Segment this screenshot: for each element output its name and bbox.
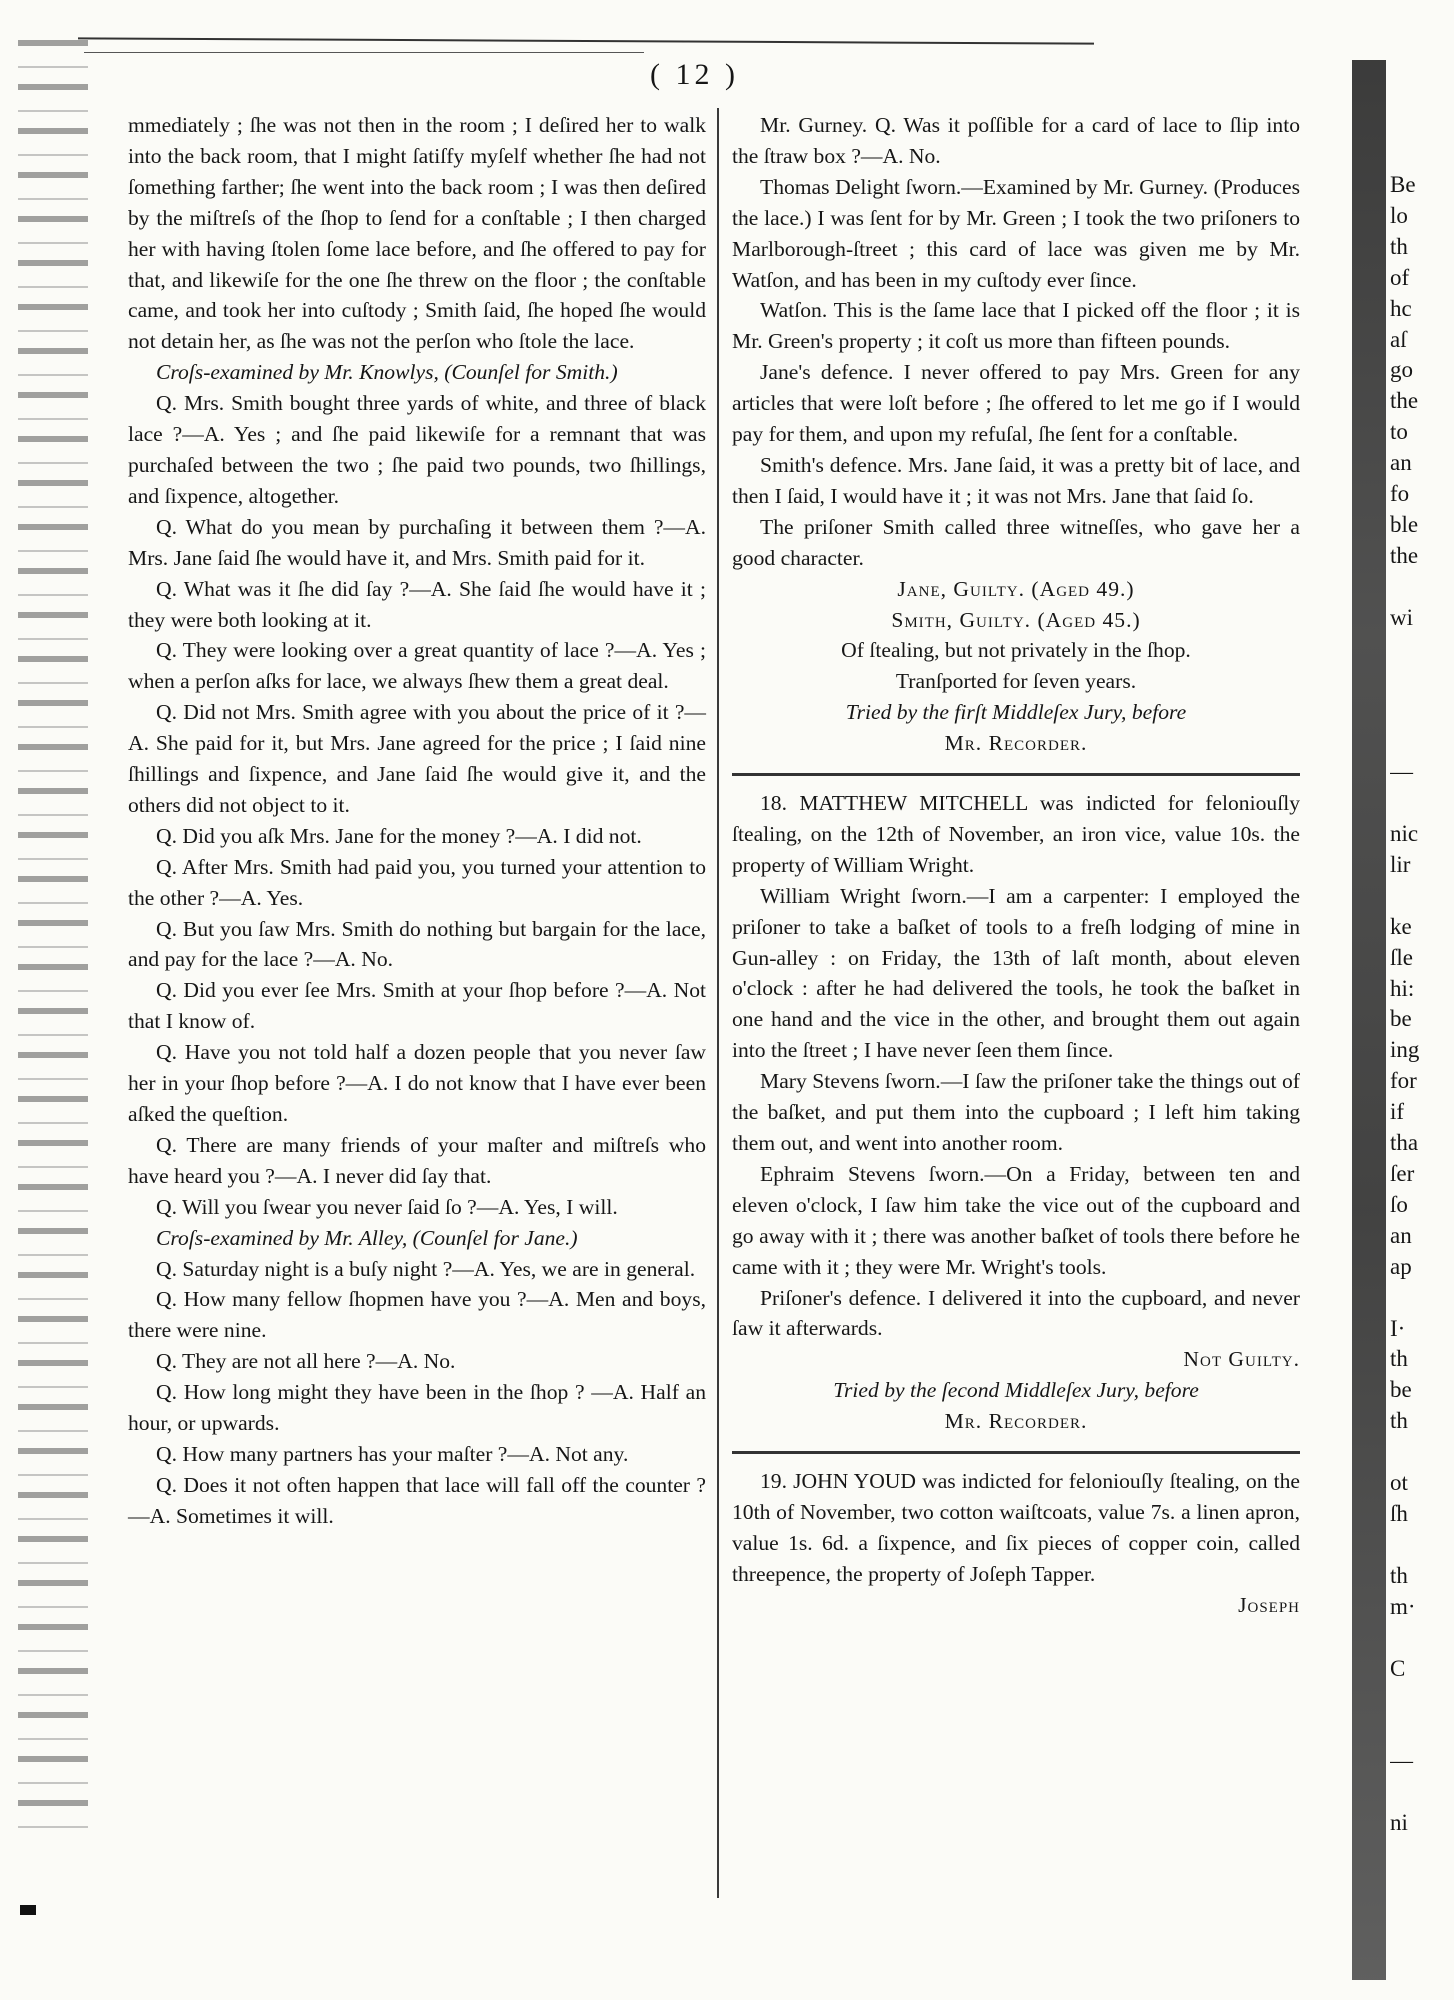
adjacent-text-fragment — [1390, 1437, 1454, 1468]
adjacent-text-fragment — [1390, 1283, 1454, 1314]
adjacent-text-fragment — [1390, 881, 1454, 912]
adjacent-text-fragment: ſh — [1390, 1500, 1408, 1526]
adjacent-text-fragment: lir — [1390, 851, 1411, 877]
adjacent-text-fragment: fo — [1390, 481, 1410, 507]
judge-line: Mr. Recorder. — [944, 731, 1088, 756]
adjacent-text-fragment: for — [1390, 1068, 1417, 1094]
paragraph: Mr. Gurney. Q. Was it poſſible for a card of lace to ſlip into the ſtraw box ?—A. No. — [732, 113, 1300, 168]
column-divider — [717, 108, 719, 1898]
header-rule — [78, 37, 1094, 44]
adjacent-text-fragment: ſo — [1390, 1191, 1408, 1217]
adjacent-text-fragment: — — [1390, 1748, 1413, 1774]
adjacent-text-fragment: tha — [1390, 1130, 1419, 1156]
paragraph: Q. How many fellow ſhopmen have you ?—A. Men and boys, there were nine. — [128, 1287, 706, 1343]
adjacent-text-fragment: m· — [1390, 1593, 1416, 1619]
verdict-line: Jane, Guilty. (Aged 49.) — [897, 576, 1135, 601]
header-rule-secondary — [84, 52, 644, 53]
adjacent-text-fragment: I· — [1390, 1315, 1406, 1341]
adjacent-text-fragment: be — [1390, 1377, 1412, 1403]
adjacent-text-fragment: Be — [1390, 172, 1416, 197]
adjacent-text-fragment: ble — [1390, 511, 1419, 537]
paragraph: Q. Did you ever ſee Mrs. Smith at your ſhop before ?—A. Not that I know of. — [128, 978, 706, 1034]
paragraph: Q. Will you ſwear you never ſaid ſo ?—A. Yes, I will. — [156, 1194, 618, 1219]
page-number: ( 12 ) — [650, 58, 739, 91]
paragraph: mmediately ; ſhe was not then in the room ; I deſired her to walk into the back room, that I might ſatiſfy myſelf whether ſhe had not ſomething farther; ſhe went into the back room ; I was then deſired by the miſtreſs of the ſhop to ſend for a conſtable ; I then charged her with having ſtolen ſome lace before, and ſhe offered to pay for that, and likewiſe for the one ſhe threw on the floor ; the conſtable came, and took her into cuſtody ; Smith ſaid, ſhe hoped ſhe would not detain her, as ſhe was not the perſon who ſtole the lace. — [128, 113, 706, 354]
adjacent-text-fragment — [1390, 1684, 1454, 1715]
paragraph: Q. How many partners has your maſter ?—A. Not any. — [156, 1441, 629, 1466]
paragraph: Q. Mrs. Smith bought three yards of white, and three of black lace ?—A. Yes ; and ſhe paid likewiſe for a remnant that was purchaſed between the two ; ſhe paid two pounds, two ſhillings, and ſixpence, altogether. — [128, 391, 706, 508]
adjacent-text-fragment: lo — [1390, 202, 1408, 228]
paragraph: Q. They are not all here ?—A. No. — [156, 1349, 456, 1374]
catchword: Joseph — [1238, 1592, 1300, 1617]
adjacent-text-fragment — [1390, 634, 1454, 665]
paragraph: Jane's defence. I never offered to pay Mrs. Green for any articles that were loſt before ; ſhe offered to let me go if I would pay for them, and upon my refuſal, ſhe ſent for a conſtable. — [732, 360, 1300, 447]
paragraph: Thomas Delight ſworn.—Examined by Mr. Gurney. (Produces the lace.) I was ſent for by Mr. Green ; I took the two priſoners to Marlborough-ſtreet ; this card of lace was given me by Mr. Watſon, and has been in my cuſtody ever ſince. — [732, 174, 1300, 292]
jury-line: Tried by the ſecond Middleſex Jury, before — [833, 1378, 1199, 1403]
adjacent-text-fragment: hi: — [1390, 975, 1415, 1001]
verdict-line: Smith, Guilty. (Aged 45.) — [891, 607, 1141, 632]
ink-mark — [20, 1905, 36, 1915]
paragraph: Q. They were looking over a great quantity of lace ?—A. Yes ; when a perſon aſks for lace, we always ſhew them a great deal. — [128, 638, 706, 694]
adjacent-text-fragment — [1390, 1623, 1454, 1654]
jury-line: Tried by the firſt Middleſex Jury, before — [845, 700, 1187, 725]
paragraph: Q. How long might they have been in the ſhop ? —A. Half an hour, or upwards. — [128, 1380, 706, 1436]
paragraph: Q. But you ſaw Mrs. Smith do nothing but bargain for the lace, and pay for the lace ?—A. No. — [128, 916, 706, 972]
paragraph: Ephraim Stevens ſworn.—On a Friday, between ten and eleven o'clock, I ſaw him take the vice out of the cupboard and go away with it ; there was another baſket of tools there before he came with it ; they were Mr. Wright's tools. — [732, 1161, 1300, 1279]
adjacent-text-fragment: the — [1390, 388, 1419, 414]
judge-line: Mr. Recorder. — [944, 1409, 1088, 1434]
adjacent-text-fragment: th — [1390, 233, 1408, 259]
paragraph: William Wright ſworn.—I am a carpenter: I employed the priſoner to take a baſket of tools to a freſh lodging of mine in Gun-alley : on Friday, the 13th of laſt month, about eleven o'clock : after he had delivered the tools, he took the baſket in one hand and the vice in the other, and brought them out again into the ſtreet ; I have never ſeen them ſince. — [732, 883, 1300, 1063]
subheading: Croſs-examined by Mr. Knowlys, (Counſel for Smith.) — [156, 360, 618, 385]
case-heading: 18. MATTHEW MITCHELL was indicted for feloniouſly ſtealing, on the 12th of November, an iron vice, value 10s. the property of William Wright. — [732, 791, 1300, 877]
paragraph: Q. What do you mean by purchaſing it between them ?—A. Mrs. Jane ſaid ſhe would have it, and Mrs. Smith paid for it. — [128, 514, 706, 570]
binding-edge-right — [1352, 60, 1386, 1980]
paragraph: Priſoner's defence. I delivered it into the cupboard, and never ſaw it afterwards. — [732, 1285, 1300, 1341]
adjacent-text-fragment: to — [1390, 419, 1408, 445]
paragraph: Q. Saturday night is a buſy night ?—A. Yes, we are in general. — [156, 1256, 696, 1281]
right-column — [732, 110, 1300, 1621]
adjacent-text-fragment — [1390, 1715, 1454, 1746]
paragraph: Q. Did not Mrs. Smith agree with you about the price of it ?—A. She paid for it, but Mrs. Jane agreed for the price ; I ſaid nine ſhillings and ſixpence, and Jane ſaid ſhe would give it, and the others did not object to it. — [128, 700, 706, 817]
adjacent-text-fragment — [1390, 695, 1454, 726]
adjacent-text-fragment: the — [1390, 542, 1419, 568]
paragraph: Q. Did you aſk Mrs. Jane for the money ?—A. I did not. — [156, 823, 642, 848]
adjacent-text-fragment: an — [1390, 450, 1412, 476]
adjacent-text-fragment: ing — [1390, 1037, 1420, 1063]
paragraph: The priſoner Smith called three witneſſes, who gave her a good character. — [732, 514, 1300, 570]
adjacent-text-fragment: ap — [1390, 1253, 1412, 1279]
adjacent-text-fragment: hc — [1390, 295, 1412, 321]
adjacent-text-fragment — [1390, 726, 1454, 757]
adjacent-text-fragment — [1390, 1530, 1454, 1561]
adjacent-page-fragment — [1390, 170, 1454, 1839]
adjacent-text-fragment: ſle — [1390, 944, 1413, 970]
adjacent-text-fragment: an — [1390, 1222, 1412, 1248]
paragraph: Smith's defence. Mrs. Jane ſaid, it was a pretty bit of lace, and then I ſaid, I would have it ; it was not Mrs. Jane that ſaid ſo. — [732, 452, 1300, 508]
subheading: Croſs-examined by Mr. Alley, (Counſel for Jane.) — [156, 1225, 578, 1250]
adjacent-text-fragment: th — [1390, 1562, 1408, 1588]
adjacent-text-fragment: ke — [1390, 913, 1412, 939]
adjacent-text-fragment — [1390, 788, 1454, 819]
adjacent-text-fragment: C — [1390, 1655, 1406, 1681]
left-column — [128, 110, 706, 1532]
adjacent-text-fragment — [1390, 1777, 1454, 1808]
adjacent-text-fragment: nic — [1390, 821, 1419, 847]
adjacent-text-fragment: — — [1390, 759, 1413, 785]
adjacent-text-fragment: aſ — [1390, 326, 1407, 352]
adjacent-text-fragment: ni — [1390, 1810, 1408, 1836]
paragraph: Watſon. This is the ſame lace that I picked off the floor ; it is Mr. Green's property ; it coſt us more than fifteen pounds. — [732, 298, 1300, 354]
adjacent-text-fragment — [1390, 572, 1454, 603]
paragraph: Q. There are many friends of your maſter and miſtreſs who have heard you ?—A. I never did ſay that. — [128, 1132, 706, 1188]
sentence-line: Of ſtealing, but not privately in the ſhop. — [841, 638, 1191, 663]
case-separator — [732, 1451, 1300, 1454]
paragraph: Q. After Mrs. Smith had paid you, you turned your attention to the other ?—A. Yes. — [128, 854, 706, 910]
case-separator — [732, 773, 1300, 776]
verdict-line: Not Guilty. — [1183, 1347, 1300, 1372]
adjacent-text-fragment: th — [1390, 1346, 1408, 1372]
paragraph: Q. What was it ſhe did ſay ?—A. She ſaid ſhe would have it ; they were both looking at it. — [128, 576, 706, 632]
adjacent-text-fragment: if — [1390, 1099, 1405, 1125]
adjacent-text-fragment: of — [1390, 264, 1410, 290]
adjacent-text-fragment: wi — [1390, 604, 1413, 630]
adjacent-text-fragment: go — [1390, 357, 1413, 383]
sentence-line: Tranſported for ſeven years. — [895, 669, 1137, 694]
binding-edge-left — [18, 40, 88, 1840]
paragraph: Q. Have you not told half a dozen people that you never ſaw her in your ſhop before ?—A. I do not know that I have ever been aſked the queſtion. — [128, 1040, 706, 1126]
paragraph: Mary Stevens ſworn.—I ſaw the priſoner take the things out of the baſket, and put them into the cupboard ; I left him taking them out, and went into another room. — [732, 1069, 1300, 1155]
paragraph: Q. Does it not often happen that lace will fall off the counter ?—A. Sometimes it will. — [128, 1472, 706, 1528]
case-heading: 19. JOHN YOUD was indicted for feloniouſly ſtealing, on the 10th of November, two cotton waiſtcoats, value 7s. a linen apron, value 1s. 6d. a ſixpence, and ſix pieces of copper coin, called threepence, the property of Joſeph Tapper. — [732, 1469, 1300, 1586]
adjacent-text-fragment: th — [1390, 1408, 1408, 1434]
adjacent-text-fragment: ſer — [1390, 1161, 1415, 1186]
adjacent-text-fragment — [1390, 665, 1454, 696]
adjacent-text-fragment: be — [1390, 1006, 1412, 1032]
adjacent-text-fragment: ot — [1390, 1470, 1408, 1496]
